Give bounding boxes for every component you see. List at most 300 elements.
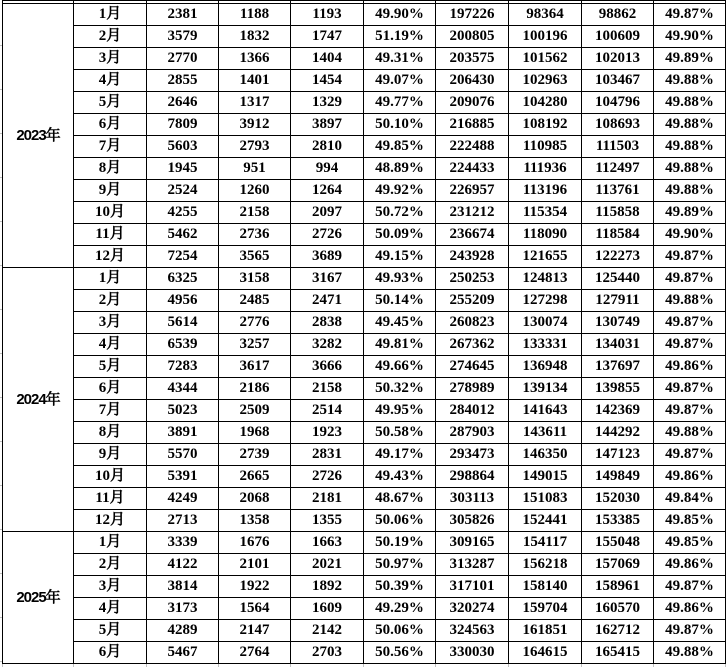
value-cell[interactable]: 102963 bbox=[509, 70, 582, 92]
value-cell[interactable]: 111936 bbox=[509, 158, 582, 180]
value-cell[interactable]: 320274 bbox=[436, 598, 509, 620]
value-cell[interactable]: 49.81% bbox=[364, 334, 436, 356]
value-cell[interactable]: 5467 bbox=[147, 642, 219, 664]
value-cell[interactable]: 156218 bbox=[509, 554, 582, 576]
value-cell[interactable]: 100609 bbox=[582, 26, 654, 48]
value-cell[interactable]: 951 bbox=[219, 158, 291, 180]
value-cell[interactable]: 222488 bbox=[436, 136, 509, 158]
value-cell[interactable]: 50.58% bbox=[364, 422, 436, 444]
value-cell[interactable]: 49.66% bbox=[364, 356, 436, 378]
value-cell[interactable]: 49.93% bbox=[364, 268, 436, 290]
value-cell[interactable]: 5603 bbox=[147, 136, 219, 158]
value-cell[interactable]: 317101 bbox=[436, 576, 509, 598]
value-cell[interactable]: 141643 bbox=[509, 400, 582, 422]
value-cell[interactable]: 49.88% bbox=[654, 290, 726, 312]
value-cell[interactable]: 267362 bbox=[436, 334, 509, 356]
value-cell[interactable]: 3666 bbox=[291, 356, 364, 378]
value-cell[interactable]: 3158 bbox=[219, 268, 291, 290]
value-cell[interactable]: 152441 bbox=[509, 510, 582, 532]
value-cell[interactable]: 2810 bbox=[291, 136, 364, 158]
value-cell[interactable]: 1358 bbox=[219, 510, 291, 532]
value-cell[interactable]: 3814 bbox=[147, 576, 219, 598]
value-cell[interactable]: 287903 bbox=[436, 422, 509, 444]
month-cell[interactable]: 3月 bbox=[74, 576, 147, 598]
value-cell[interactable]: 6325 bbox=[147, 268, 219, 290]
table-row bbox=[3, 422, 726, 444]
value-cell[interactable]: 1264 bbox=[291, 180, 364, 202]
value-cell[interactable]: 1193 bbox=[291, 4, 364, 26]
value-cell[interactable]: 1923 bbox=[291, 422, 364, 444]
value-cell[interactable]: 100196 bbox=[509, 26, 582, 48]
month-cell[interactable]: 5月 bbox=[74, 620, 147, 642]
value-cell[interactable]: 144292 bbox=[582, 422, 654, 444]
value-cell[interactable]: 1832 bbox=[219, 26, 291, 48]
value-cell[interactable]: 153385 bbox=[582, 510, 654, 532]
value-cell[interactable]: 1922 bbox=[219, 576, 291, 598]
value-cell[interactable]: 50.97% bbox=[364, 554, 436, 576]
value-cell[interactable]: 49.88% bbox=[654, 114, 726, 136]
value-cell[interactable]: 2776 bbox=[219, 312, 291, 334]
year-cell[interactable]: 2025年 bbox=[3, 532, 74, 664]
value-cell[interactable]: 127298 bbox=[509, 290, 582, 312]
value-cell[interactable]: 49.90% bbox=[364, 4, 436, 26]
value-cell[interactable]: 994 bbox=[291, 158, 364, 180]
month-cell[interactable]: 9月 bbox=[74, 180, 147, 202]
value-cell[interactable]: 298864 bbox=[436, 466, 509, 488]
value-cell[interactable]: 1968 bbox=[219, 422, 291, 444]
value-cell[interactable]: 50.39% bbox=[364, 576, 436, 598]
value-cell[interactable]: 2855 bbox=[147, 70, 219, 92]
value-cell[interactable]: 3891 bbox=[147, 422, 219, 444]
month-cell[interactable]: 8月 bbox=[74, 422, 147, 444]
value-cell[interactable]: 158140 bbox=[509, 576, 582, 598]
value-cell[interactable]: 2514 bbox=[291, 400, 364, 422]
month-cell[interactable]: 11月 bbox=[74, 224, 147, 246]
value-cell[interactable]: 48.89% bbox=[364, 158, 436, 180]
table-row bbox=[3, 576, 726, 598]
data-table bbox=[2, 0, 726, 667]
value-cell[interactable]: 278989 bbox=[436, 378, 509, 400]
value-cell[interactable]: 2736 bbox=[219, 224, 291, 246]
value-cell[interactable]: 49.92% bbox=[364, 180, 436, 202]
value-cell[interactable]: 49.17% bbox=[364, 444, 436, 466]
value-cell[interactable]: 330030 bbox=[436, 642, 509, 664]
value-cell[interactable]: 4289 bbox=[147, 620, 219, 642]
value-cell[interactable]: 49.87% bbox=[654, 246, 726, 268]
value-cell[interactable]: 165415 bbox=[582, 642, 654, 664]
value-cell[interactable]: 3167 bbox=[291, 268, 364, 290]
value-cell[interactable]: 203575 bbox=[436, 48, 509, 70]
value-cell[interactable]: 2764 bbox=[219, 642, 291, 664]
value-cell[interactable]: 209076 bbox=[436, 92, 509, 114]
value-cell[interactable]: 113196 bbox=[509, 180, 582, 202]
value-cell[interactable]: 50.06% bbox=[364, 510, 436, 532]
partial-cell bbox=[219, 664, 291, 667]
value-cell[interactable]: 50.72% bbox=[364, 202, 436, 224]
value-cell[interactable]: 143611 bbox=[509, 422, 582, 444]
value-cell[interactable]: 102013 bbox=[582, 48, 654, 70]
value-cell[interactable]: 50.06% bbox=[364, 620, 436, 642]
value-cell[interactable]: 50.32% bbox=[364, 378, 436, 400]
value-cell[interactable]: 98862 bbox=[582, 4, 654, 26]
value-cell[interactable]: 1892 bbox=[291, 576, 364, 598]
year-cell[interactable]: 2023年 bbox=[3, 4, 74, 268]
value-cell[interactable]: 130749 bbox=[582, 312, 654, 334]
table-row bbox=[3, 268, 726, 290]
value-cell[interactable]: 133331 bbox=[509, 334, 582, 356]
month-cell[interactable]: 12月 bbox=[74, 246, 147, 268]
partial-cell bbox=[582, 664, 654, 667]
value-cell[interactable]: 139134 bbox=[509, 378, 582, 400]
value-cell[interactable]: 2524 bbox=[147, 180, 219, 202]
month-cell[interactable]: 5月 bbox=[74, 92, 147, 114]
value-cell[interactable]: 2831 bbox=[291, 444, 364, 466]
value-cell[interactable]: 49.87% bbox=[654, 378, 726, 400]
value-cell[interactable]: 216885 bbox=[436, 114, 509, 136]
value-cell[interactable]: 2485 bbox=[219, 290, 291, 312]
value-cell[interactable]: 260823 bbox=[436, 312, 509, 334]
table-row bbox=[3, 158, 726, 180]
value-cell[interactable]: 49.90% bbox=[654, 26, 726, 48]
value-cell[interactable]: 49.89% bbox=[654, 202, 726, 224]
value-cell[interactable]: 122273 bbox=[582, 246, 654, 268]
value-cell[interactable]: 160570 bbox=[582, 598, 654, 620]
value-cell[interactable]: 139855 bbox=[582, 378, 654, 400]
month-cell[interactable]: 3月 bbox=[74, 48, 147, 70]
value-cell[interactable]: 3689 bbox=[291, 246, 364, 268]
value-cell[interactable]: 49.86% bbox=[654, 554, 726, 576]
value-cell[interactable]: 49.45% bbox=[364, 312, 436, 334]
value-cell[interactable]: 2147 bbox=[219, 620, 291, 642]
value-cell[interactable]: 110985 bbox=[509, 136, 582, 158]
value-cell[interactable]: 50.19% bbox=[364, 532, 436, 554]
value-cell[interactable]: 1260 bbox=[219, 180, 291, 202]
value-cell[interactable]: 2713 bbox=[147, 510, 219, 532]
value-cell[interactable]: 2838 bbox=[291, 312, 364, 334]
value-cell[interactable]: 3282 bbox=[291, 334, 364, 356]
month-cell[interactable]: 11月 bbox=[74, 488, 147, 510]
month-cell[interactable]: 6月 bbox=[74, 642, 147, 664]
value-cell[interactable]: 1404 bbox=[291, 48, 364, 70]
value-cell[interactable]: 49.88% bbox=[654, 70, 726, 92]
value-cell[interactable]: 313287 bbox=[436, 554, 509, 576]
value-cell[interactable]: 2068 bbox=[219, 488, 291, 510]
value-cell[interactable]: 206430 bbox=[436, 70, 509, 92]
value-cell[interactable]: 1329 bbox=[291, 92, 364, 114]
value-cell[interactable]: 1564 bbox=[219, 598, 291, 620]
month-cell[interactable]: 4月 bbox=[74, 70, 147, 92]
value-cell[interactable]: 49.90% bbox=[654, 224, 726, 246]
value-cell[interactable]: 162712 bbox=[582, 620, 654, 642]
table-row bbox=[3, 444, 726, 466]
value-cell[interactable]: 4956 bbox=[147, 290, 219, 312]
value-cell[interactable]: 4344 bbox=[147, 378, 219, 400]
month-cell[interactable]: 9月 bbox=[74, 444, 147, 466]
table-row bbox=[3, 114, 726, 136]
value-cell[interactable]: 1366 bbox=[219, 48, 291, 70]
value-cell[interactable]: 49.95% bbox=[364, 400, 436, 422]
table-row bbox=[3, 4, 726, 26]
value-cell[interactable]: 151083 bbox=[509, 488, 582, 510]
value-cell[interactable]: 5614 bbox=[147, 312, 219, 334]
table-row bbox=[3, 488, 726, 510]
value-cell[interactable]: 48.67% bbox=[364, 488, 436, 510]
value-cell[interactable]: 3617 bbox=[219, 356, 291, 378]
table-row bbox=[3, 92, 726, 114]
value-cell[interactable]: 2097 bbox=[291, 202, 364, 224]
table-row bbox=[3, 136, 726, 158]
value-cell[interactable]: 49.88% bbox=[654, 136, 726, 158]
table-row bbox=[3, 642, 726, 664]
value-cell[interactable]: 2158 bbox=[219, 202, 291, 224]
value-cell[interactable]: 49.88% bbox=[654, 158, 726, 180]
value-cell[interactable]: 121655 bbox=[509, 246, 582, 268]
value-cell[interactable]: 49.31% bbox=[364, 48, 436, 70]
value-cell[interactable]: 324563 bbox=[436, 620, 509, 642]
value-cell[interactable]: 108693 bbox=[582, 114, 654, 136]
value-cell[interactable]: 130074 bbox=[509, 312, 582, 334]
value-cell[interactable]: 49.87% bbox=[654, 268, 726, 290]
value-cell[interactable]: 50.56% bbox=[364, 642, 436, 664]
value-cell[interactable]: 6539 bbox=[147, 334, 219, 356]
table-row bbox=[3, 246, 726, 268]
month-cell[interactable]: 4月 bbox=[74, 334, 147, 356]
value-cell[interactable]: 50.09% bbox=[364, 224, 436, 246]
month-cell[interactable]: 2月 bbox=[74, 554, 147, 576]
value-cell[interactable]: 49.87% bbox=[654, 444, 726, 466]
value-cell[interactable]: 50.14% bbox=[364, 290, 436, 312]
value-cell[interactable]: 49.87% bbox=[654, 620, 726, 642]
value-cell[interactable]: 5023 bbox=[147, 400, 219, 422]
value-cell[interactable]: 2158 bbox=[291, 378, 364, 400]
value-cell[interactable]: 149849 bbox=[582, 466, 654, 488]
value-cell[interactable]: 200805 bbox=[436, 26, 509, 48]
value-cell[interactable]: 2726 bbox=[291, 224, 364, 246]
table-row bbox=[3, 598, 726, 620]
value-cell[interactable]: 3579 bbox=[147, 26, 219, 48]
value-cell[interactable]: 3257 bbox=[219, 334, 291, 356]
month-cell[interactable]: 1月 bbox=[74, 268, 147, 290]
value-cell[interactable]: 136948 bbox=[509, 356, 582, 378]
month-cell[interactable]: 7月 bbox=[74, 400, 147, 422]
value-cell[interactable]: 293473 bbox=[436, 444, 509, 466]
value-cell[interactable]: 108192 bbox=[509, 114, 582, 136]
value-cell[interactable]: 2703 bbox=[291, 642, 364, 664]
value-cell[interactable]: 161851 bbox=[509, 620, 582, 642]
month-cell[interactable]: 4月 bbox=[74, 598, 147, 620]
value-cell[interactable]: 49.85% bbox=[654, 510, 726, 532]
value-cell[interactable]: 146350 bbox=[509, 444, 582, 466]
value-cell[interactable]: 1401 bbox=[219, 70, 291, 92]
value-cell[interactable]: 2142 bbox=[291, 620, 364, 642]
value-cell[interactable]: 118090 bbox=[509, 224, 582, 246]
value-cell[interactable]: 49.88% bbox=[654, 642, 726, 664]
value-cell[interactable]: 104280 bbox=[509, 92, 582, 114]
value-cell[interactable]: 2181 bbox=[291, 488, 364, 510]
value-cell[interactable]: 49.86% bbox=[654, 466, 726, 488]
value-cell[interactable]: 112497 bbox=[582, 158, 654, 180]
value-cell[interactable]: 305826 bbox=[436, 510, 509, 532]
value-cell[interactable]: 1676 bbox=[219, 532, 291, 554]
month-cell[interactable]: 12月 bbox=[74, 510, 147, 532]
value-cell[interactable]: 303113 bbox=[436, 488, 509, 510]
value-cell[interactable]: 2186 bbox=[219, 378, 291, 400]
value-cell[interactable]: 49.86% bbox=[654, 356, 726, 378]
table-row bbox=[3, 26, 726, 48]
value-cell[interactable]: 2101 bbox=[219, 554, 291, 576]
value-cell[interactable]: 2665 bbox=[219, 466, 291, 488]
month-cell[interactable]: 5月 bbox=[74, 356, 147, 378]
partial-cell bbox=[509, 664, 582, 667]
value-cell[interactable]: 3339 bbox=[147, 532, 219, 554]
value-cell[interactable]: 4255 bbox=[147, 202, 219, 224]
value-cell[interactable]: 127911 bbox=[582, 290, 654, 312]
value-cell[interactable]: 103467 bbox=[582, 70, 654, 92]
value-cell[interactable]: 49.87% bbox=[654, 400, 726, 422]
value-cell[interactable]: 197226 bbox=[436, 4, 509, 26]
value-cell[interactable]: 3897 bbox=[291, 114, 364, 136]
value-cell[interactable]: 2793 bbox=[219, 136, 291, 158]
month-cell[interactable]: 10月 bbox=[74, 466, 147, 488]
value-cell[interactable]: 49.88% bbox=[654, 180, 726, 202]
value-cell[interactable]: 118584 bbox=[582, 224, 654, 246]
value-cell[interactable]: 50.10% bbox=[364, 114, 436, 136]
value-cell[interactable]: 5570 bbox=[147, 444, 219, 466]
table-row bbox=[3, 290, 726, 312]
value-cell[interactable]: 49.87% bbox=[654, 312, 726, 334]
value-cell[interactable]: 49.87% bbox=[654, 334, 726, 356]
value-cell[interactable]: 236674 bbox=[436, 224, 509, 246]
month-cell[interactable]: 3月 bbox=[74, 312, 147, 334]
value-cell[interactable]: 154117 bbox=[509, 532, 582, 554]
value-cell[interactable]: 49.87% bbox=[654, 576, 726, 598]
value-cell[interactable]: 125440 bbox=[582, 268, 654, 290]
value-cell[interactable]: 49.88% bbox=[654, 422, 726, 444]
value-cell[interactable]: 1454 bbox=[291, 70, 364, 92]
value-cell[interactable]: 243928 bbox=[436, 246, 509, 268]
value-cell[interactable]: 2646 bbox=[147, 92, 219, 114]
value-cell[interactable]: 4122 bbox=[147, 554, 219, 576]
month-cell[interactable]: 2月 bbox=[74, 290, 147, 312]
value-cell[interactable]: 49.07% bbox=[364, 70, 436, 92]
value-cell[interactable]: 98364 bbox=[509, 4, 582, 26]
value-cell[interactable]: 2509 bbox=[219, 400, 291, 422]
value-cell[interactable]: 159704 bbox=[509, 598, 582, 620]
table-row bbox=[3, 466, 726, 488]
value-cell[interactable]: 134031 bbox=[582, 334, 654, 356]
value-cell[interactable]: 158961 bbox=[582, 576, 654, 598]
value-cell[interactable]: 49.88% bbox=[654, 92, 726, 114]
value-cell[interactable]: 255209 bbox=[436, 290, 509, 312]
value-cell[interactable]: 113761 bbox=[582, 180, 654, 202]
value-cell[interactable]: 1663 bbox=[291, 532, 364, 554]
value-cell[interactable]: 5391 bbox=[147, 466, 219, 488]
value-cell[interactable]: 49.87% bbox=[654, 4, 726, 26]
value-cell[interactable]: 1747 bbox=[291, 26, 364, 48]
value-cell[interactable]: 49.85% bbox=[654, 532, 726, 554]
partial-cell bbox=[654, 664, 726, 667]
partial-cell bbox=[3, 664, 74, 667]
value-cell[interactable]: 274645 bbox=[436, 356, 509, 378]
value-cell[interactable]: 164615 bbox=[509, 642, 582, 664]
value-cell[interactable]: 49.29% bbox=[364, 598, 436, 620]
value-cell[interactable]: 2739 bbox=[219, 444, 291, 466]
month-cell[interactable]: 6月 bbox=[74, 114, 147, 136]
month-cell[interactable]: 6月 bbox=[74, 378, 147, 400]
month-cell[interactable]: 1月 bbox=[74, 4, 147, 26]
value-cell[interactable]: 3173 bbox=[147, 598, 219, 620]
partial-cell bbox=[74, 664, 147, 667]
value-cell[interactable]: 142369 bbox=[582, 400, 654, 422]
value-cell[interactable]: 49.89% bbox=[654, 48, 726, 70]
value-cell[interactable]: 157069 bbox=[582, 554, 654, 576]
value-cell[interactable]: 1317 bbox=[219, 92, 291, 114]
value-cell[interactable]: 137697 bbox=[582, 356, 654, 378]
value-cell[interactable]: 51.19% bbox=[364, 26, 436, 48]
value-cell[interactable]: 49.15% bbox=[364, 246, 436, 268]
partial-cell bbox=[147, 664, 219, 667]
month-cell[interactable]: 2月 bbox=[74, 26, 147, 48]
value-cell[interactable]: 147123 bbox=[582, 444, 654, 466]
value-cell[interactable]: 224433 bbox=[436, 158, 509, 180]
table-row bbox=[3, 554, 726, 576]
value-cell[interactable]: 111503 bbox=[582, 136, 654, 158]
value-cell[interactable]: 49.86% bbox=[654, 598, 726, 620]
year-cell[interactable]: 2024年 bbox=[3, 268, 74, 532]
table-row bbox=[3, 620, 726, 642]
value-cell[interactable]: 5462 bbox=[147, 224, 219, 246]
value-cell[interactable]: 7809 bbox=[147, 114, 219, 136]
value-cell[interactable]: 4249 bbox=[147, 488, 219, 510]
value-cell[interactable]: 115354 bbox=[509, 202, 582, 224]
value-cell[interactable]: 104796 bbox=[582, 92, 654, 114]
value-cell[interactable]: 1355 bbox=[291, 510, 364, 532]
value-cell[interactable]: 3565 bbox=[219, 246, 291, 268]
value-cell[interactable]: 2381 bbox=[147, 4, 219, 26]
value-cell[interactable]: 49.84% bbox=[654, 488, 726, 510]
value-cell[interactable]: 309165 bbox=[436, 532, 509, 554]
value-cell[interactable]: 7283 bbox=[147, 356, 219, 378]
value-cell[interactable]: 115858 bbox=[582, 202, 654, 224]
value-cell[interactable]: 1945 bbox=[147, 158, 219, 180]
value-cell[interactable]: 284012 bbox=[436, 400, 509, 422]
value-cell[interactable]: 226957 bbox=[436, 180, 509, 202]
value-cell[interactable]: 49.85% bbox=[364, 136, 436, 158]
value-cell[interactable]: 49.77% bbox=[364, 92, 436, 114]
table-body bbox=[3, 1, 726, 664]
value-cell[interactable]: 2471 bbox=[291, 290, 364, 312]
value-cell[interactable]: 250253 bbox=[436, 268, 509, 290]
value-cell[interactable]: 3912 bbox=[219, 114, 291, 136]
month-cell[interactable]: 1月 bbox=[74, 532, 147, 554]
month-cell[interactable]: 10月 bbox=[74, 202, 147, 224]
value-cell[interactable]: 152030 bbox=[582, 488, 654, 510]
value-cell[interactable]: 1609 bbox=[291, 598, 364, 620]
value-cell[interactable]: 155048 bbox=[582, 532, 654, 554]
value-cell[interactable]: 49.43% bbox=[364, 466, 436, 488]
value-cell[interactable]: 1188 bbox=[219, 4, 291, 26]
value-cell[interactable]: 231212 bbox=[436, 202, 509, 224]
value-cell[interactable]: 7254 bbox=[147, 246, 219, 268]
value-cell[interactable]: 2770 bbox=[147, 48, 219, 70]
month-cell[interactable]: 8月 bbox=[74, 158, 147, 180]
value-cell[interactable]: 124813 bbox=[509, 268, 582, 290]
value-cell[interactable]: 2726 bbox=[291, 466, 364, 488]
value-cell[interactable]: 101562 bbox=[509, 48, 582, 70]
value-cell[interactable]: 149015 bbox=[509, 466, 582, 488]
value-cell[interactable]: 2021 bbox=[291, 554, 364, 576]
month-cell[interactable]: 7月 bbox=[74, 136, 147, 158]
